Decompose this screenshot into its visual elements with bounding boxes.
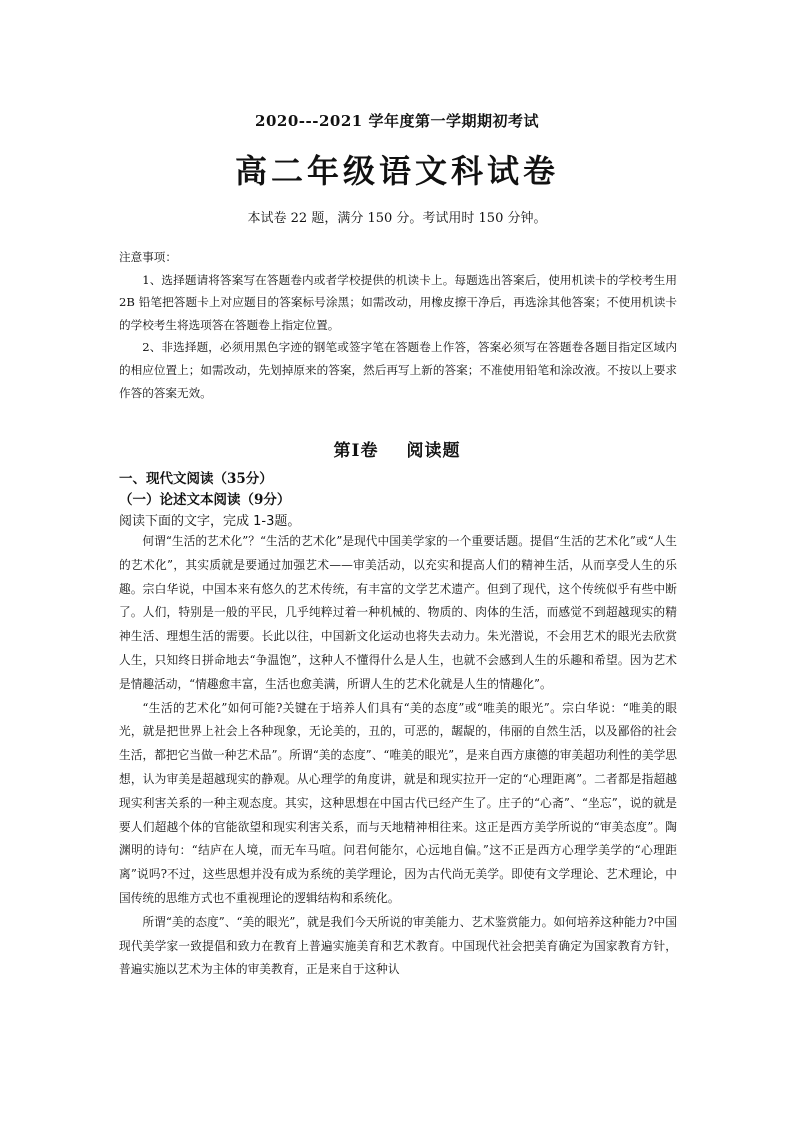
exam-info: 本试卷 22 题，满分 150 分。考试用时 150 分钟。 [247,211,547,226]
reading-instruction: 阅读下面的文字，完成 1-3题。 [119,514,301,529]
passage-paragraph: 何谓“生活的艺术化”？“生活的艺术化”是现代中国美学家的一个重要话题。提倡“生活的艺术化”或“人生的艺术化”，其实质就是要通过加强艺术——审美活动，以充实和提高人们的精神生活，从而享受人生的乐趣。宗白华说，中国本来有悠久的艺术传统，有丰富的文学艺术遗产。但到了现代，这个传统似乎有些中断了。人们，特别是一般的平民，几乎纯粹过着一种机械的、物质的、肉体的生活，而感觉不到超越现实的精神生活、理想生活的需要。长此以往，中国新文化运动也将失去动力。朱光潜说，不会用艺术的眼光去欣赏人生，只知终日拼命地去“争温饱”，这种人不懂得什么是人生，也就不会感到人生的乐趣和希望。因为艺术是情趣活动，“情趣愈丰富，生活也愈美满，所谓人生的艺术化就是人生的情趣化”。 [119,534,677,691]
passage-paragraph: “生活的艺术化”如何可能?关键在于培养人们具有“美的态度”或“唯美的眼光”。宗白华说：“唯美的眼光，就是把世界上社会上各种现象，无论美的，丑的，可恶的，龌龊的，伟丽的自然生活，以及鄙俗的社会生活，都把它当做一种艺术品”。所谓“美的态度”、“唯美的眼光”，是来自西方康德的审美超功利性的美学思想，认为审美是超越现实的静观。从心理学的角度讲，就是和现实拉开一定的“心理距离”。二者都是指超越现实利害关系的一种主观态度。其实，这种思想在中国古代已经产生了。庄子的“心斋”、“坐忘”，说的就是要人们超越个体的官能欲望和现实利害关系，而与天地精神相往来。这正是西方美学所说的“审美态度”。陶渊明的诗句：“结庐在人境，而无车马喧。问君何能尔，心远地自偏。”这不正是西方心理学美学的“心理距离”说吗?不过，这些思想并没有成为系统的美学理论，因为古代尚无美学。即使有文学理论、艺术理论，中国传统的思维方式也不重视理论的逻辑结构和系统化。 [119,700,677,905]
notes-item-2: 2、非选择题，必须用黑色字迹的钢笔或签字笔在答题卷上作答，答案必须写在答题卷各题目指定区域内的相应位置上；如需改动，先划掉原来的答案，然后再写上新的答案；不准使用铅笔和涂改液。不按以上要求作答的答案无效。 [119,340,677,400]
section-name: 阅读题 [406,441,461,461]
notes-block [119,246,677,404]
heading-argumentative: （一）论述文本阅读（9分） [119,492,291,508]
page-title: 高二年级语文科试卷 [234,152,559,190]
heading-modern-reading: 一、现代文阅读（35分） [119,471,273,487]
passage-paragraph: 所谓“美的态度”、“美的眼光”，就是我们今天所说的审美能力、艺术鉴赏能力。如何培养这种能力?中国现代美学家一致提倡和致力在教育上普遍实施美育和艺术教育。中国现代社会把美育确定为国家教育方针，普遍实施以艺术为主体的审美教育，正是来自于这种认 [119,914,677,977]
notes-item-1: 1、选择题请将答案写在答题卷内或者学校提供的机读卡上。每题选出答案后，使用机读卡的学校考生用 2B 铅笔把答题卡上对应题目的答案标号涂黑；如需改动，用橡皮擦干净后，再选涂其他答案；不使用机读卡的学校考生将选项答在答题卷上指定位置。 [119,272,677,332]
section-title [0,436,794,461]
exam-term-line: 2020---2021 学年度第一学期期初考试 [255,112,539,130]
section-part: 第Ⅰ卷 [333,441,379,461]
notes-label: 注意事项： [119,250,177,264]
passage [119,530,677,982]
